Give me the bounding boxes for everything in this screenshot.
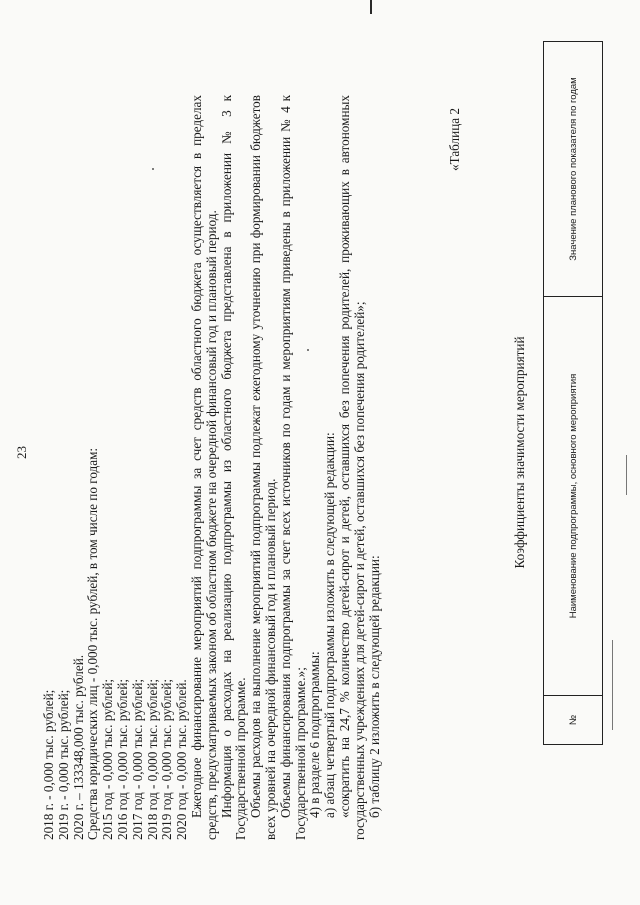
paragraph-expense-info: Информация о расходах на реализацию подпрограммы из областного бюджета представлена в приложении № 3 к Государственной программе. bbox=[218, 95, 249, 840]
text-line: 2019 г. - 0,000 тыс. рублей; bbox=[55, 689, 71, 840]
text-line: Средства юридических лиц - 0,000 тыс. рублей, в том числе по годам: bbox=[85, 447, 101, 840]
table-label: «Таблица 2 bbox=[447, 108, 462, 171]
text-line: 2015 год - 0,000 тыс. рублей; bbox=[100, 678, 116, 840]
text-line: 2016 год - 0,000 тыс. рублей; bbox=[114, 678, 130, 840]
text-line: 2020 год - 0,000 тыс. рублей. bbox=[174, 679, 190, 840]
text-line: 2020 г. – 133348,000 тыс. рублей. bbox=[70, 654, 86, 840]
paragraph-financing-sources: Объемы финансирования подпрограммы за счет всех источников по годам и мероприятиям приведены в приложении № 4 к Государственной программе.»; bbox=[277, 95, 308, 840]
text-line: 2017 год - 0,000 тыс. рублей; bbox=[129, 678, 145, 840]
page-number: 23 bbox=[14, 446, 29, 459]
header-name: Наименование подпрограммы, основного мероприятия bbox=[544, 297, 603, 696]
coefficients-table bbox=[543, 41, 603, 745]
header-number: № bbox=[544, 696, 603, 745]
table-header-row bbox=[544, 42, 603, 745]
text-line: 2018 г. - 0,000 тыс. рублей; bbox=[41, 689, 56, 840]
document-body bbox=[42, 95, 382, 840]
item-quote: «сократить на 24,7 % количество детей-сирот и детей, оставшихся без попечения родителей, проживающих в автономных государственных учреждениях для детей-сирот и детей, оставшихся без попечения родителей»; bbox=[336, 95, 367, 840]
paragraph-financing: Ежегодное финансирование мероприятий подпрограммы за счет средств областного бюджета осуществляется в пределах средств, предусматриваемых законом об областном бюджете на очередной финансовый год и плановый период. bbox=[188, 95, 219, 840]
paragraph-expense-volumes: Объемы расходов на выполнение мероприятий подпрограммы подлежат ежегодному уточнению при формировании бюджетов всех уровней на очередной финансовый год и плановый период. bbox=[248, 95, 278, 840]
text-line: 2018 год - 0,000 тыс. рублей; bbox=[144, 678, 160, 840]
header-planned-value: Значение планового показателя по годам bbox=[544, 42, 603, 297]
item-a: а) абзац четвертый подпрограммы изложить в следующей редакции: bbox=[322, 432, 338, 818]
item-b: б) таблицу 2 изложить в следующей редакции: bbox=[366, 555, 382, 818]
table-title: Коэффициенты значимости мероприятий bbox=[512, 336, 527, 569]
text-line: 2019 год - 0,000 тыс. рублей; bbox=[159, 678, 175, 840]
item-section-6: 4) в разделе 6 подпрограммы: bbox=[307, 651, 323, 818]
